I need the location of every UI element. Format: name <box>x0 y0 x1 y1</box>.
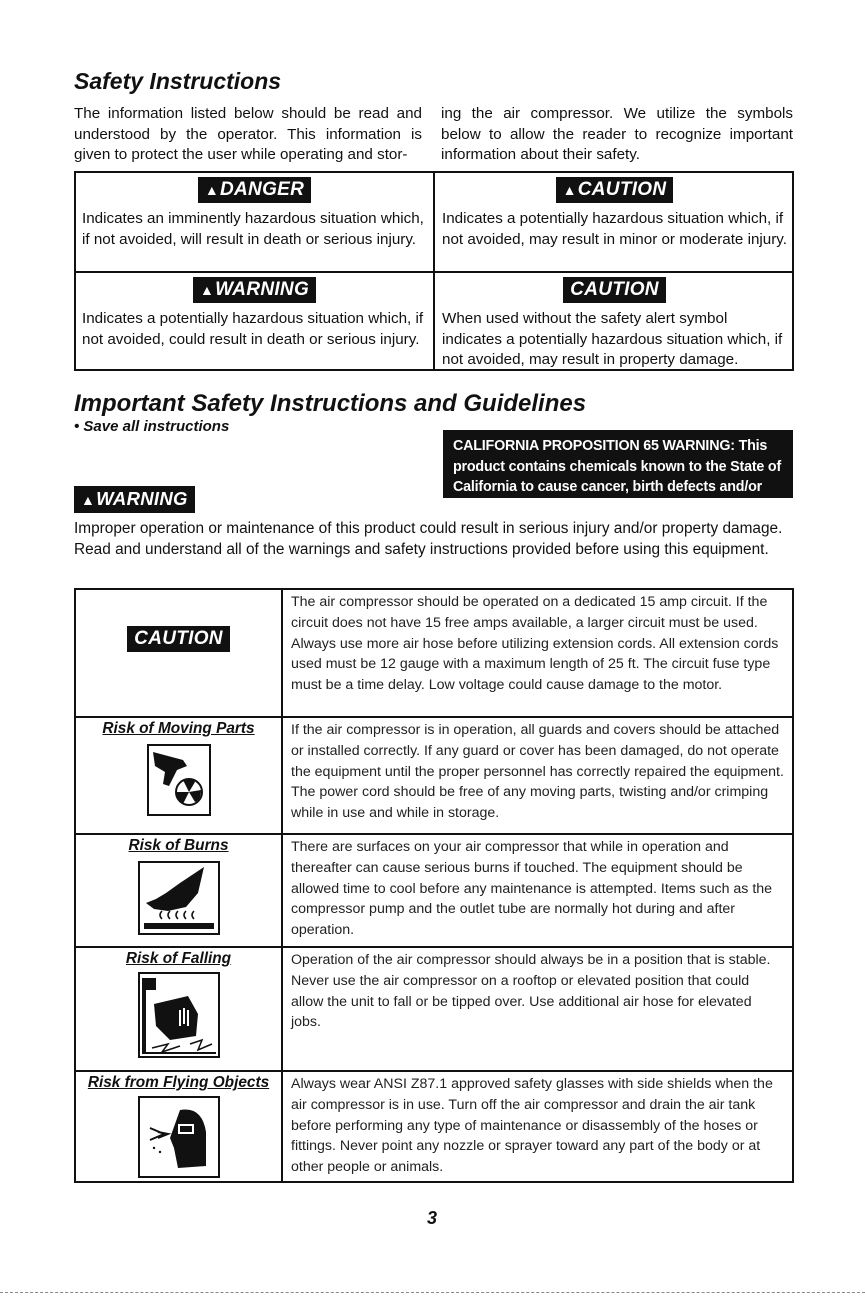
intro-col-1: The information listed below should be read and understood by the operator. This information is given to protect the user while operating and stor- <box>74 105 422 163</box>
hazard-table <box>74 588 794 1183</box>
caution-badge: CAUTION <box>563 277 666 303</box>
hazard-text: The air compressor should be operated on a dedicated 15 amp circuit. If the circuit does not have 15 free amps available, a larger circuit must be used. Always use more air hose before utilizing extension cords. All extension cords used must be 12 gauge with a maximum length of 25 ft. The circuit fuse type must be a time delay. Low voltage could cause damage to the motor. <box>282 589 793 717</box>
hazard-label-cell <box>75 1071 282 1182</box>
intro-col-2: ing the air compressor. We utilize the symbols below to allow the reader to recognize important information about their safety. <box>441 105 793 163</box>
prop65-warning: CALIFORNIA PROPOSITION 65 WARNING: This product contains chemicals known to the State of California to cause cancer, birth defects and/or reproductive harm. <box>443 430 793 498</box>
page-title: Safety Instructions <box>74 68 282 94</box>
hazard-text: Always wear ANSI Z87.1 approved safety glasses with side shields when the air compressor is in use. Turn off the air compressor and drain the air tank before performing any type of maintenance or disassembly of the hoses or fittings. Never point any nozzle or sprayer toward any part of the body or at other people or animals. <box>282 1071 793 1182</box>
signal-words-grid <box>74 171 794 371</box>
hazard-title: Risk of Falling <box>125 950 232 967</box>
caution-badge: CAUTION <box>127 626 230 652</box>
safety-alert-icon: ▲ <box>81 492 96 508</box>
falling-icon <box>138 972 220 1058</box>
hazard-title: Risk of Burns <box>128 837 229 854</box>
table-row <box>75 717 793 834</box>
hazard-label-cell <box>75 717 282 834</box>
safety-alert-icon: ▲ <box>562 182 577 198</box>
hazard-label-cell <box>75 834 282 947</box>
warning-cell <box>82 277 427 350</box>
guidelines-warning-text: Improper operation or maintenance of this product could result in serious injury and/or property damage. Read and understand all of the warnings and safety instructions provided before using this equipment. <box>74 520 783 558</box>
save-instructions-bullet: • Save all instructions <box>74 418 230 435</box>
table-row <box>75 589 793 717</box>
hazard-title: Risk of Moving Parts <box>102 720 255 737</box>
caution-alert-badge: ▲CAUTION <box>556 177 674 203</box>
hazard-text: If the air compressor is in operation, all guards and covers should be attached or installed correctly. If any guard or cover has been damaged, do not operate the equipment until the proper personnel has correctly repaired the equipment. The power cord should be free of any moving parts, twisting and/or crimping while in use and while in storage. <box>282 717 793 834</box>
caution-alert-cell <box>442 177 787 250</box>
danger-text: Indicates an imminently hazardous situation which, if not avoided, will result in death or serious injury. <box>82 210 424 248</box>
hot-surface-icon <box>138 861 220 935</box>
guidelines-warning-badge: ▲WARNING <box>74 486 195 513</box>
safety-alert-icon: ▲ <box>199 282 215 298</box>
table-row <box>75 834 793 947</box>
footer-divider <box>0 1292 865 1293</box>
hazard-label-cell <box>75 947 282 1071</box>
eye-protection-icon <box>138 1096 220 1178</box>
warning-badge: ▲WARNING <box>193 277 316 303</box>
hazard-text: Operation of the air compressor should always be in a position that is stable. Never use the air compressor on a rooftop or elevated position that could allow the unit to fall or be tipped over. Use additional air hose for elevated jobs. <box>282 947 793 1071</box>
hazard-text: There are surfaces on your air compressor that while in operation and thereafter can cause serious burns if touched. The equipment should be allowed time to cool before any maintenance is attempted. Items such as the compressor pump and the outlet tube are normally hot during and after operation. <box>282 834 793 947</box>
hazard-title: Risk from Flying Objects <box>87 1074 270 1091</box>
caution-cell <box>442 277 787 371</box>
table-row <box>75 1071 793 1182</box>
guidelines-title: Important Safety Instructions and Guidelines <box>74 390 587 417</box>
safety-alert-icon: ▲ <box>204 182 220 198</box>
table-row <box>75 947 793 1071</box>
moving-parts-icon <box>147 744 211 816</box>
caution-alert-text: Indicates a potentially hazardous situation which, if not avoided, may result in minor or moderate injury. <box>442 210 787 248</box>
warning-text: Indicates a potentially hazardous situation which, if not avoided, could result in death or serious injury. <box>82 310 424 348</box>
guidelines-warning <box>74 486 195 513</box>
caution-text: When used without the safety alert symbol indicates a potentially hazardous situation which, if not avoided, may result in property damage. <box>442 310 783 368</box>
hazard-label-cell <box>75 589 282 717</box>
danger-cell <box>82 177 427 250</box>
danger-badge: ▲DANGER <box>198 177 311 203</box>
page-number: 3 <box>426 1208 437 1228</box>
